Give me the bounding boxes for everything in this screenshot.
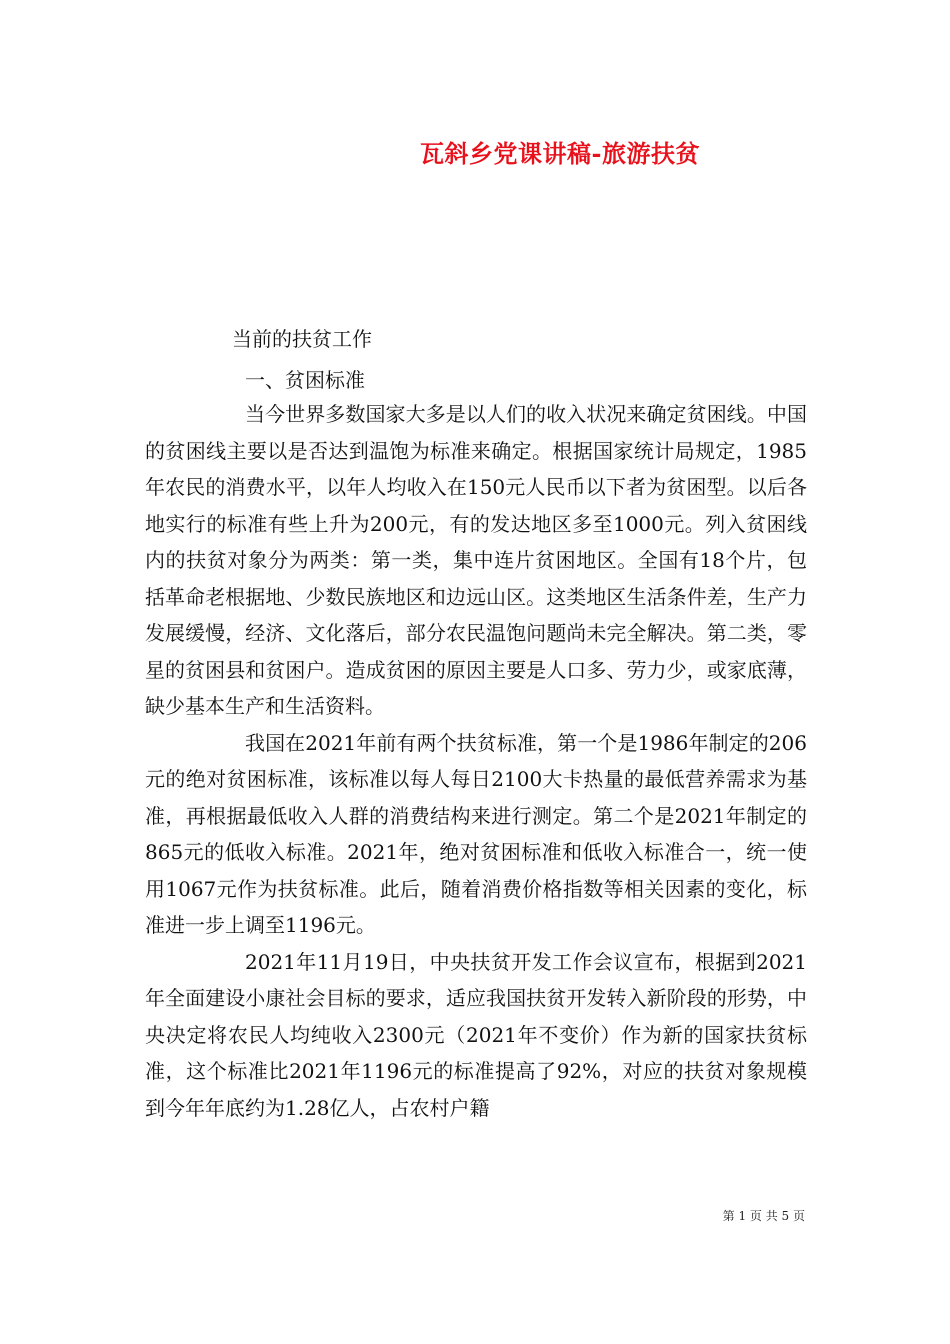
paragraph-1: 当今世界多数国家大多是以人们的收入状况来确定贫困线。中国的贫困线主要以是否达到温饱为标准来确定。根据国家统计局规定，1985年农民的消费水平，以年人均收入在150元人民币以下者为贫困型。以后各地实行的标准有些上升为200元，有的发达地区多至1000元。列入贫困线内的扶贫对象分为两类：第一类，集中连片贫困地区。全国有18个片，包括革命老根据地、少数民族地区和边远山区。这类地区生活条件差，生产力发展缓慢，经济、文化落后，部分农民温饱问题尚未完全解决。第二类，零星的贫困县和贫困户。造成贫困的原因主要是人口多、劳力少，或家底薄，缺少基本生产和生活资料。 xyxy=(145,402,807,718)
document-title: 瓦斜乡党课讲稿-旅游扶贫 xyxy=(420,139,700,168)
subsection-heading: 一、贫困标准 xyxy=(245,368,365,392)
body-text xyxy=(145,396,807,1126)
paragraph-3: 2021年11月19日，中央扶贫开发工作会议宣布，根据到2021年全面建设小康社会目标的要求，适应我国扶贫开发转入新阶段的形势，中央决定将农民人均纯收入2300元（2021年不变价）作为新的国家扶贫标准，这个标准比2021年1196元的标准提高了92%，对应的扶贫对象规模到今年年底约为1.28亿人，占农村户籍 xyxy=(145,949,807,1120)
page-footer: 第 1 页 共 5 页 xyxy=(722,1209,805,1223)
paragraph-2: 我国在2021年前有两个扶贫标准，第一个是1986年制定的206元的绝对贫困标准，该标准以每人每日2100大卡热量的最低营养需求为基准，再根据最低收入人群的消费结构来进行测定。第二个是2021年制定的865元的低收入标准。2021年，绝对贫困标准和低收入标准合一，统一使用1067元作为扶贫标准。此后，随着消费价格指数等相关因素的变化，标准进一步上调至1196元。 xyxy=(145,730,807,937)
section-heading: 当前的扶贫工作 xyxy=(232,327,372,351)
